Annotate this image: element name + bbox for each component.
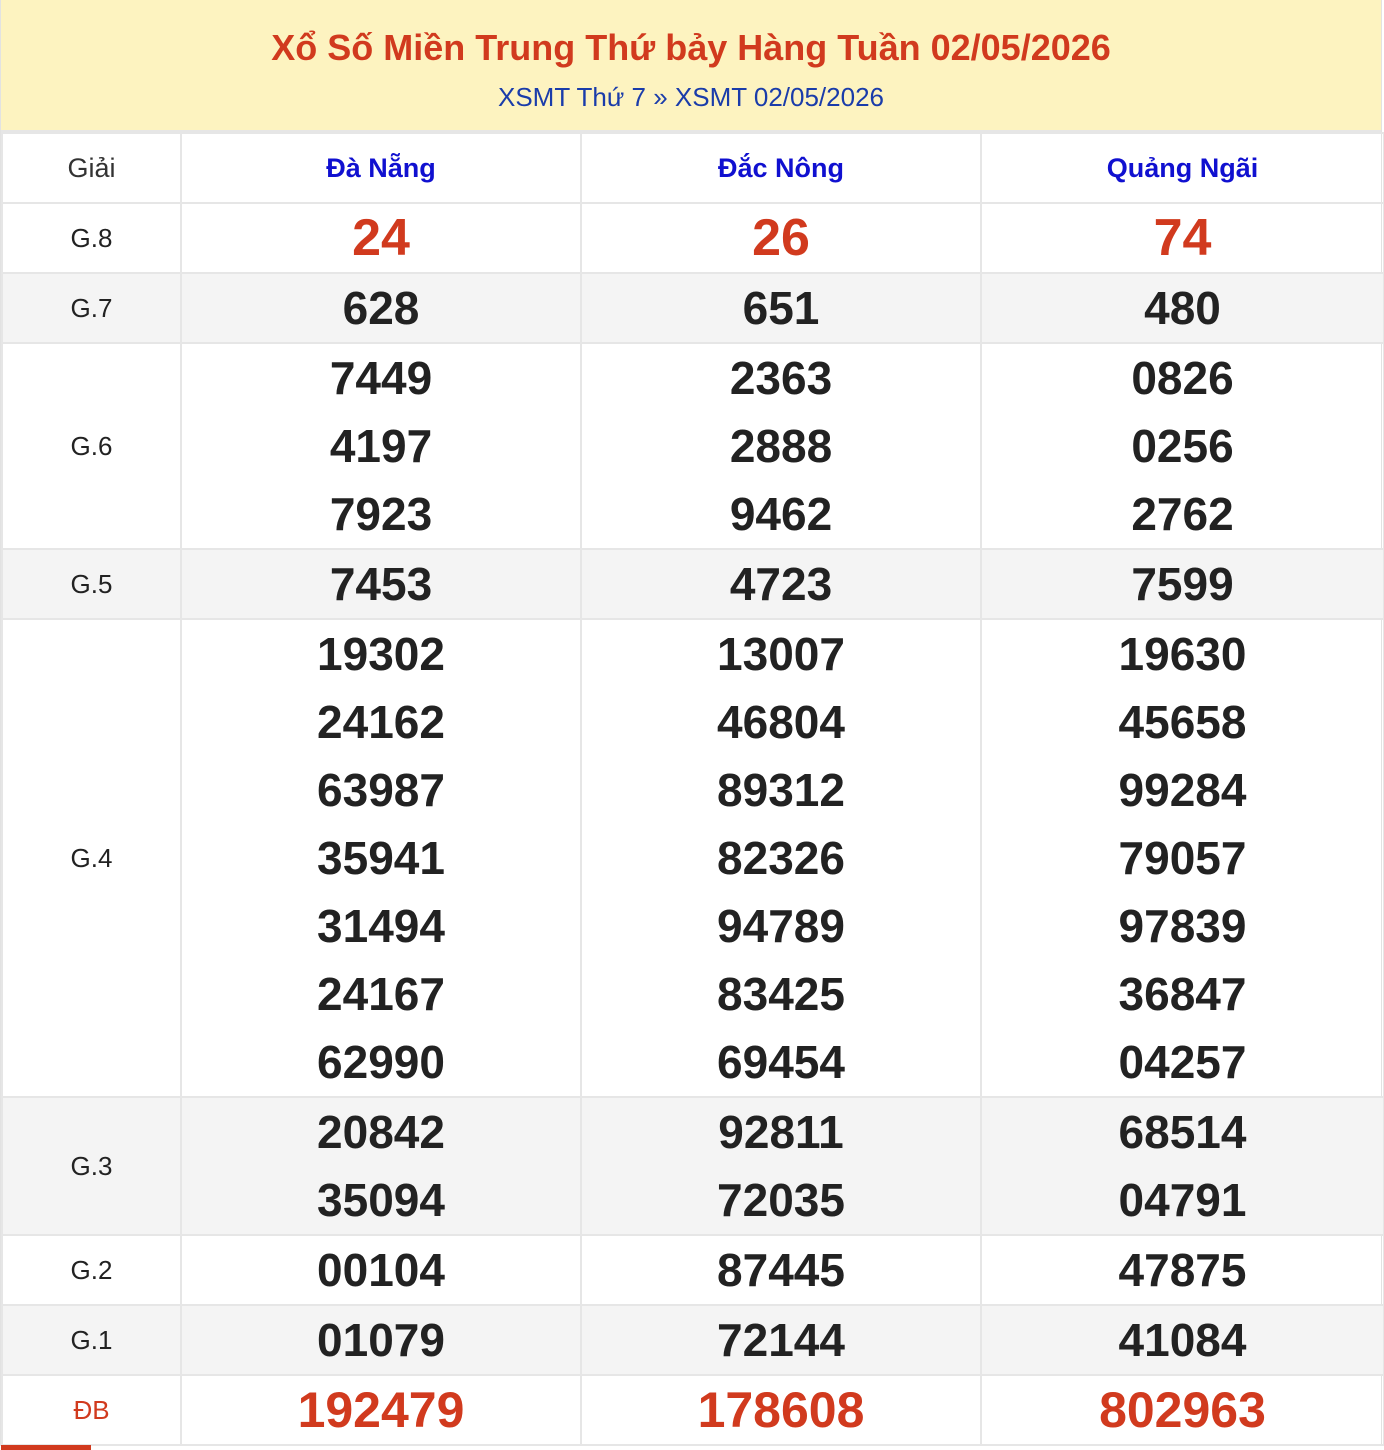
result-number: 24162: [317, 696, 445, 748]
result-number: 99284: [1118, 764, 1247, 816]
result-cell: [181, 1235, 581, 1305]
prize-label: G.3: [2, 1097, 181, 1235]
table-row: [2, 619, 1384, 1097]
result-number: 192479: [297, 1382, 465, 1438]
table-row: [2, 1305, 1384, 1375]
table-row: [2, 203, 1384, 273]
table-row: [2, 1375, 1384, 1445]
breadcrumb-link-weekday[interactable]: XSMT Thứ 7: [498, 82, 646, 112]
result-number: 01079: [317, 1314, 445, 1366]
result-number: 4723: [729, 558, 833, 610]
result-number: 04257: [1118, 1036, 1247, 1088]
result-number: 26: [752, 209, 810, 267]
result-number: 0826: [1131, 352, 1234, 404]
table-header-row: [2, 133, 1384, 203]
result-cell: [581, 1097, 981, 1235]
result-cell: [981, 343, 1384, 549]
result-number: 19630: [1118, 628, 1247, 680]
prize-label: G.7: [2, 273, 181, 343]
result-cell: [181, 1305, 581, 1375]
result-number: 79057: [1118, 832, 1247, 884]
result-cell: [181, 619, 581, 1097]
result-number: 7599: [1131, 558, 1234, 610]
result-number: 0256: [1131, 420, 1234, 472]
column-header-province[interactable]: Đắc Nông: [581, 133, 981, 203]
result-number: 7449: [329, 352, 433, 404]
result-cell: [581, 1305, 981, 1375]
result-cell: [981, 1235, 1384, 1305]
result-number: 2363: [729, 352, 833, 404]
result-number: 36847: [1118, 968, 1247, 1020]
result-number: 62990: [317, 1036, 445, 1088]
result-number: 63987: [317, 764, 445, 816]
result-cell: [181, 1097, 581, 1235]
column-header-province[interactable]: Quảng Ngãi: [981, 133, 1384, 203]
result-number: 24167: [317, 968, 445, 1020]
result-cell: [981, 619, 1384, 1097]
result-number: 4197: [329, 420, 433, 472]
result-number: 20842: [317, 1106, 445, 1158]
result-number: 628: [342, 282, 420, 334]
result-number: 74: [1153, 209, 1212, 267]
result-cell: [181, 273, 581, 343]
result-cell: [581, 1235, 981, 1305]
result-number: 7453: [329, 558, 433, 610]
result-number: 72035: [717, 1174, 845, 1226]
result-number: 72144: [717, 1314, 845, 1366]
result-number: 82326: [717, 832, 845, 884]
result-number: 87445: [717, 1244, 845, 1296]
result-number: 35941: [317, 832, 445, 884]
result-number: 83425: [717, 968, 845, 1020]
column-header-prize: Giải: [2, 133, 181, 203]
result-cell: [981, 1097, 1384, 1235]
result-cell: [581, 273, 981, 343]
result-cell: [581, 619, 981, 1097]
results-table: [1, 132, 1384, 1446]
result-cell: [981, 1305, 1384, 1375]
result-cell: [181, 549, 581, 619]
table-row: [2, 1097, 1384, 1235]
result-number: 480: [1144, 282, 1221, 334]
result-number: 00104: [317, 1244, 445, 1296]
result-number: 92811: [718, 1106, 844, 1158]
prize-label: ĐB: [2, 1375, 181, 1445]
page-title: Xổ Số Miền Trung Thứ bảy Hàng Tuần 02/05/2026: [271, 27, 1111, 68]
results-header: [1, 0, 1381, 132]
result-number: 04791: [1118, 1174, 1247, 1226]
result-number: 2762: [1131, 488, 1234, 540]
result-number: 94789: [717, 900, 845, 952]
result-number: 89312: [717, 764, 845, 816]
result-number: 46804: [717, 696, 845, 748]
result-cell: [581, 343, 981, 549]
breadcrumb: [1, 82, 1381, 112]
result-number: 45658: [1118, 696, 1247, 748]
result-number: 13007: [717, 628, 845, 680]
result-number: 651: [742, 282, 820, 334]
result-number: 47875: [1118, 1244, 1247, 1296]
result-number: 7923: [329, 488, 433, 540]
breadcrumb-link-date[interactable]: XSMT 02/05/2026: [674, 82, 884, 112]
result-number: 2888: [729, 420, 833, 472]
prize-label: G.8: [2, 203, 181, 273]
prize-label: G.2: [2, 1235, 181, 1305]
table-row: [2, 343, 1384, 549]
result-cell: [981, 203, 1384, 273]
result-number: 35094: [317, 1174, 445, 1226]
result-cell: [581, 203, 981, 273]
result-cell: [581, 1375, 981, 1445]
result-number: 41084: [1118, 1314, 1247, 1366]
result-cell: [181, 1375, 581, 1445]
result-number: 9462: [729, 488, 833, 540]
result-number: 802963: [1099, 1382, 1266, 1438]
prize-label: G.1: [2, 1305, 181, 1375]
table-row: [2, 273, 1384, 343]
table-row: [2, 549, 1384, 619]
result-cell: [981, 549, 1384, 619]
result-cell: [581, 549, 981, 619]
accent-bar: [1, 1445, 91, 1450]
breadcrumb-separator: »: [653, 82, 668, 112]
result-cell: [981, 1375, 1384, 1445]
prize-label: G.4: [2, 619, 181, 1097]
table-row: [2, 1235, 1384, 1305]
result-cell: [981, 273, 1384, 343]
prize-label: G.5: [2, 549, 181, 619]
result-number: 31494: [317, 900, 445, 952]
prize-label: G.6: [2, 343, 181, 549]
result-cell: [181, 203, 581, 273]
result-number: 68514: [1118, 1106, 1247, 1158]
result-cell: [181, 343, 581, 549]
result-number: 97839: [1118, 900, 1247, 952]
result-number: 178608: [697, 1382, 865, 1438]
result-number: 24: [352, 209, 410, 267]
column-header-province[interactable]: Đà Nẵng: [181, 133, 581, 203]
result-number: 19302: [317, 628, 445, 680]
result-number: 69454: [717, 1036, 845, 1088]
